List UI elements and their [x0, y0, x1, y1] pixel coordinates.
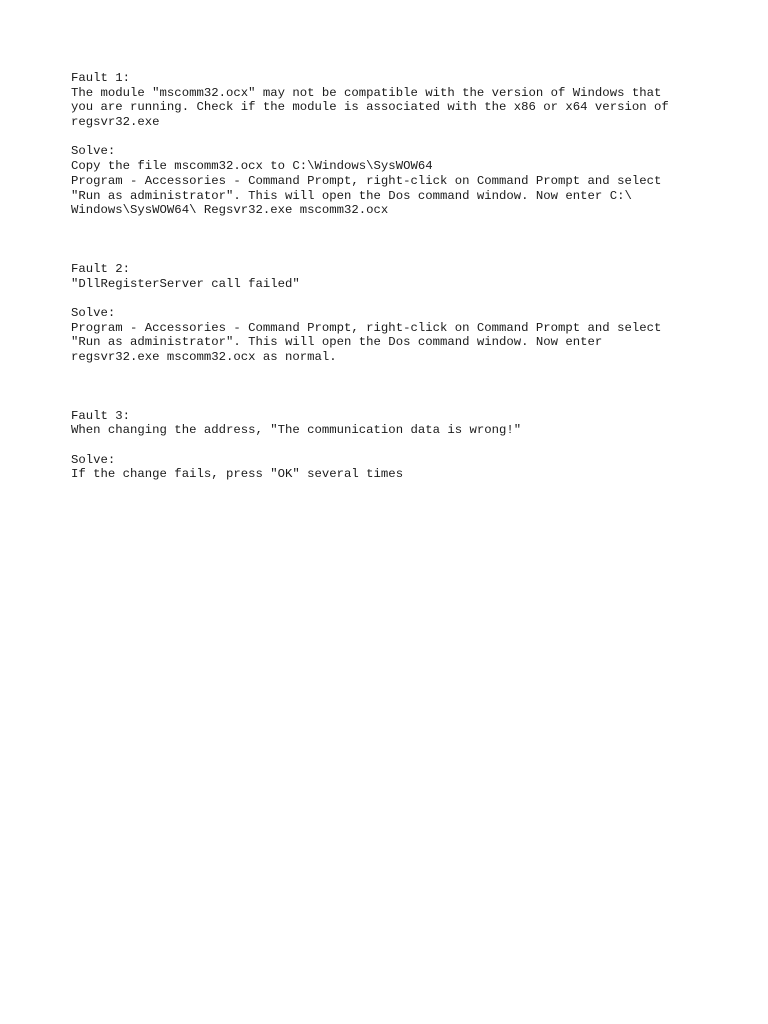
fault-section-2: [71, 262, 711, 365]
solve-line: regsvr32.exe mscomm32.ocx as normal.: [71, 350, 337, 364]
fault-description-line: When changing the address, "The communication data is wrong!": [71, 423, 522, 438]
solve-block: [71, 144, 711, 217]
solve-heading: Solve:: [71, 144, 116, 159]
solve-heading: Solve:: [71, 305, 116, 320]
document-page: [71, 71, 711, 482]
solve-line: "Run as administrator". This will open the Dos command window. Now enter C:\: [71, 188, 632, 203]
fault-section-3: [71, 409, 711, 482]
fault-section-1: [71, 71, 711, 218]
solve-line: Program - Accessories - Command Prompt, right-click on Command Prompt and select: [71, 320, 662, 335]
solve-line: Windows\SysWOW64\ Regsvr32.exe mscomm32.ocx: [71, 203, 389, 218]
fault-description-line: The module "mscomm32.ocx" may not be compatible with the version of Windows that: [71, 85, 662, 100]
solve-block: [71, 453, 711, 482]
fault-heading: Fault 2:: [71, 261, 131, 276]
solve-line: Copy the file mscomm32.ocx to C:\Windows\SysWOW64: [71, 159, 433, 174]
fault-heading: Fault 1:: [71, 71, 131, 85]
fault-description-line: you are running. Check if the module is associated with the x86 or x64 version of: [71, 100, 669, 115]
solve-heading: Solve:: [71, 452, 116, 467]
fault-description-line: "DllRegisterServer call failed": [71, 276, 300, 291]
fault-heading: Fault 3:: [71, 408, 131, 423]
solve-line: Program - Accessories - Command Prompt, right-click on Command Prompt and select: [71, 173, 662, 188]
solve-line: "Run as administrator". This will open the Dos command window. Now enter: [71, 335, 603, 350]
solve-line: If the change fails, press "OK" several times: [71, 467, 404, 482]
solve-block: [71, 306, 711, 365]
fault-description-line: regsvr32.exe: [71, 115, 160, 130]
